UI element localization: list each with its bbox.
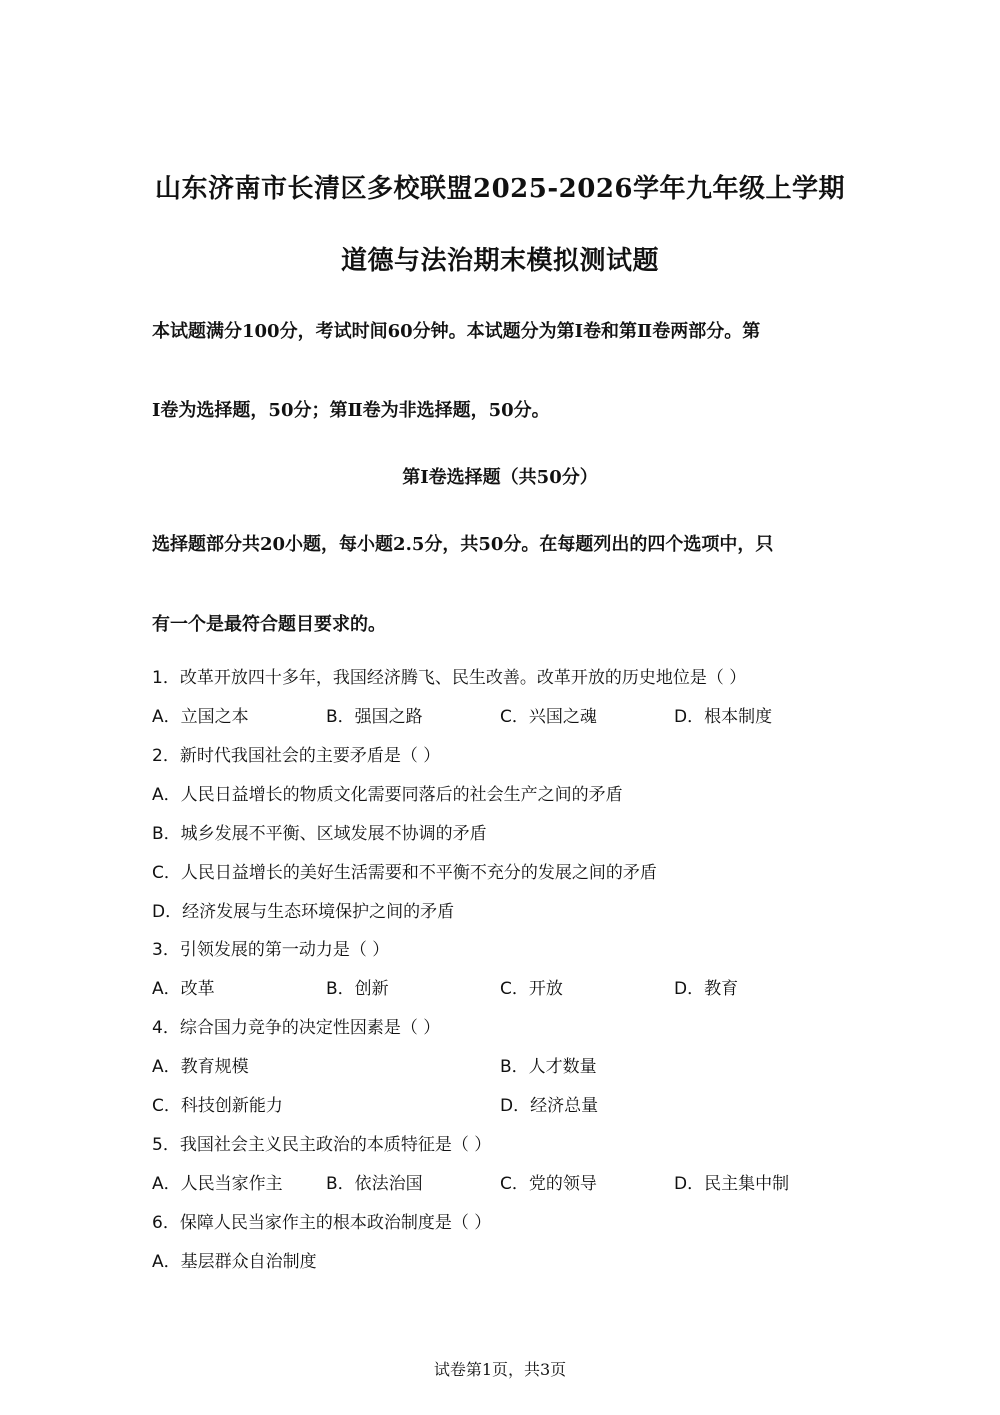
option: C．人民日益增长的美好生活需要和不平衡不充分的发展之间的矛盾 bbox=[152, 863, 657, 883]
option: B．创新 bbox=[326, 979, 389, 999]
section-title: 第Ⅰ卷选择题（共50分） bbox=[402, 467, 598, 488]
option: A．人民当家作主 bbox=[152, 1174, 283, 1194]
option: B．城乡发展不平衡、区域发展不协调的矛盾 bbox=[152, 824, 487, 844]
question-stem: 5．我国社会主义民主政治的本质特征是（ ） bbox=[152, 1135, 492, 1155]
option: A．教育规模 bbox=[152, 1057, 249, 1077]
option: D．经济发展与生态环境保护之间的矛盾 bbox=[152, 902, 455, 922]
option: C．科技创新能力 bbox=[152, 1096, 283, 1116]
option: D．教育 bbox=[674, 979, 739, 999]
question-stem: 2．新时代我国社会的主要矛盾是（ ） bbox=[152, 746, 441, 766]
option-row bbox=[152, 1091, 852, 1115]
exam-title-line2: 道德与法治期末模拟测试题 bbox=[340, 246, 659, 276]
option: C．党的领导 bbox=[500, 1174, 597, 1194]
question-stem: 4．综合国力竞争的决定性因素是（ ） bbox=[152, 1018, 441, 1038]
option-row bbox=[152, 702, 852, 726]
page-footer: 试卷第1页，共3页 bbox=[433, 1360, 567, 1379]
option: A．人民日益增长的物质文化需要同落后的社会生产之间的矛盾 bbox=[152, 785, 623, 805]
instruction-line1: 选择题部分共20小题，每小题2.5分，共50分。在每题列出的四个选项中，只 bbox=[152, 534, 774, 555]
option: D．经济总量 bbox=[500, 1096, 599, 1116]
option: B．人才数量 bbox=[500, 1057, 597, 1077]
option-row bbox=[152, 974, 852, 998]
question-stem: 3．引领发展的第一动力是（ ） bbox=[152, 940, 390, 960]
instruction-line2: 有一个是最符合题目要求的。 bbox=[152, 614, 386, 635]
intro-line1: 本试题满分100分，考试时间60分钟。本试题分为第Ⅰ卷和第Ⅱ卷两部分。第 bbox=[152, 321, 761, 342]
intro-line2: Ⅰ卷为选择题，50分；第Ⅱ卷为非选择题，50分。 bbox=[152, 400, 550, 421]
option-row bbox=[152, 1052, 852, 1076]
question-stem: 6．保障人民当家作主的根本政治制度是（ ） bbox=[152, 1213, 492, 1233]
option: A．改革 bbox=[152, 979, 215, 999]
option-row bbox=[152, 1169, 852, 1193]
option: B．强国之路 bbox=[326, 707, 423, 727]
option: A．基层群众自治制度 bbox=[152, 1252, 317, 1272]
option: B．依法治国 bbox=[326, 1174, 423, 1194]
option: D．民主集中制 bbox=[674, 1174, 790, 1194]
question-stem: 1．改革开放四十多年，我国经济腾飞、民生改善。改革开放的历史地位是（ ） bbox=[152, 668, 747, 688]
option: D．根本制度 bbox=[674, 707, 773, 727]
option: A．立国之本 bbox=[152, 707, 249, 727]
exam-title-line1: 山东济南市长清区多校联盟2025-2026学年九年级上学期 bbox=[154, 174, 846, 204]
option: C．开放 bbox=[500, 979, 563, 999]
option: C．兴国之魂 bbox=[500, 707, 597, 727]
